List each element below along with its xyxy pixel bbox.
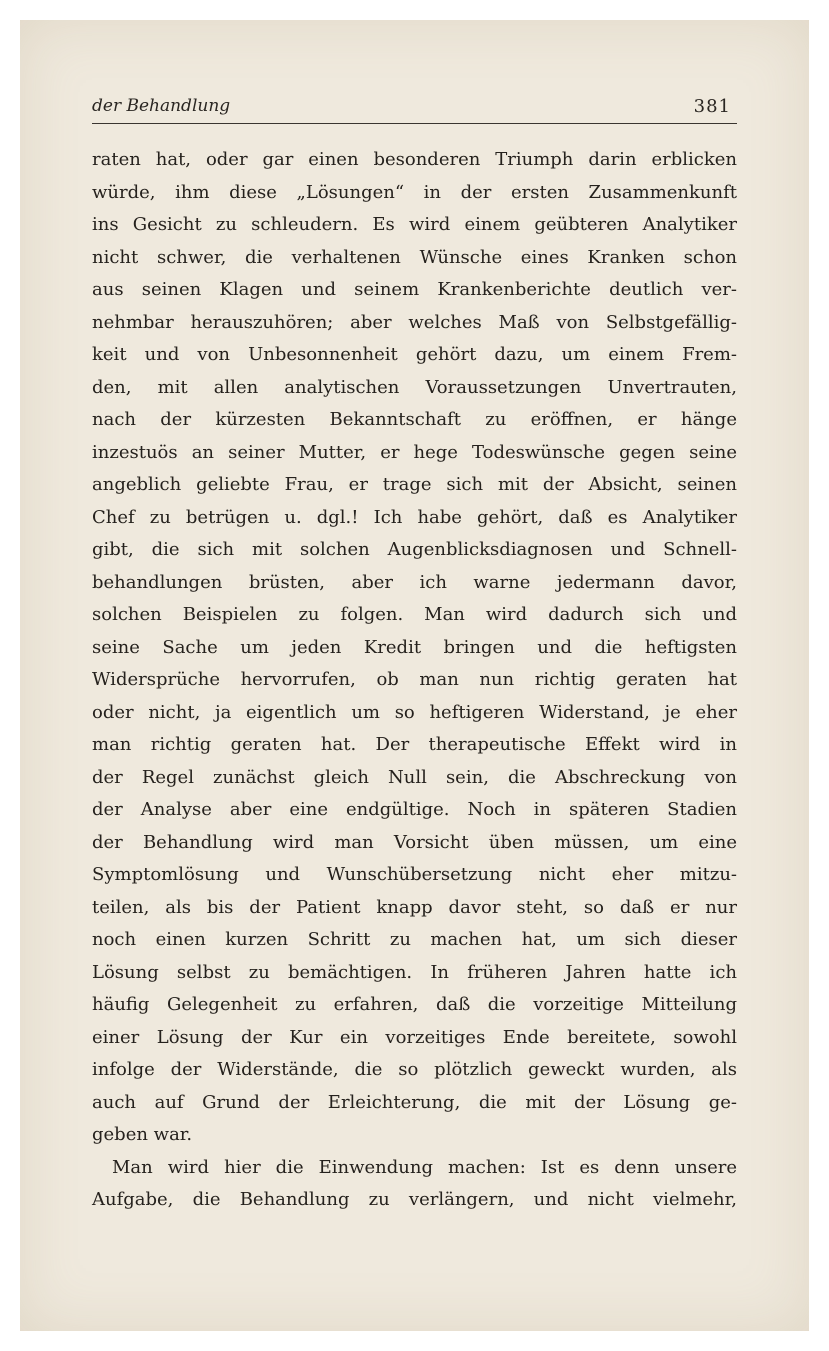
text-line: ins Gesicht zu schleudern. Es wird einem geübteren Analytiker — [92, 214, 737, 235]
page-header — [92, 96, 737, 126]
text-line: keit und von Unbesonnenheit gehört dazu, um einem Frem- — [92, 344, 737, 365]
text-line: seine Sache um jeden Kredit bringen und die heftigsten — [92, 636, 737, 658]
header-rule — [92, 123, 737, 124]
text-line: Aufgabe, die Behandlung zu verlängern, und nicht vielmehr, — [92, 1189, 737, 1210]
text-line: den, mit allen analytischen Voraussetzungen Unvertrauten, — [92, 376, 737, 398]
text-line: gibt, die sich mit solchen Augenblicksdiagnosen und Schnell- — [92, 539, 737, 560]
text-line: der Behandlung wird man Vorsicht üben müssen, um eine — [92, 831, 737, 853]
text-line: nach der kürzesten Bekanntschaft zu eröffnen, er hänge — [92, 409, 737, 430]
text-line: geben war. — [92, 1124, 193, 1145]
text-line: noch einen kurzen Schritt zu machen hat, um sich dieser — [92, 929, 737, 950]
text-line: inzestuös an seiner Mutter, er hege Todeswünsche gegen seine — [92, 441, 737, 463]
text-line: häufig Gelegenheit zu erfahren, daß die vorzeitige Mitteilung — [92, 994, 737, 1015]
text-line: infolge der Widerstände, die so plötzlich geweckt wurden, als — [92, 1059, 737, 1080]
text-line: solchen Beispielen zu folgen. Man wird dadurch sich und — [92, 604, 737, 625]
page-number: 381 — [693, 96, 731, 117]
text-line: oder nicht, ja eigentlich um so heftigeren Widerstand, je eher — [92, 701, 737, 723]
text-line: Widersprüche hervorrufen, ob man nun richtig geraten hat — [92, 669, 737, 690]
text-line: Lösung selbst zu bemächtigen. In früheren Jahren hatte ich — [92, 961, 737, 983]
running-title: der Behandlung — [92, 96, 231, 116]
text-line: raten hat, oder gar einen besonderen Triumph darin erblicken — [92, 149, 737, 170]
text-line: teilen, als bis der Patient knapp davor steht, so daß er nur — [92, 896, 737, 918]
text-line: man richtig geraten hat. Der therapeutische Effekt wird in — [92, 734, 737, 755]
text-line: nicht schwer, die verhaltenen Wünsche eines Kranken schon — [92, 246, 737, 268]
text-line: nehmbar herauszuhören; aber welches Maß von Selbstgefällig- — [92, 311, 737, 333]
text-line: würde, ihm diese „Lösungen“ in der ersten Zusammenkunft — [92, 181, 737, 203]
text-line: der Regel zunächst gleich Null sein, die Abschreckung von — [92, 766, 737, 788]
text-line: aus seinen Klagen und seinem Krankenberichte deutlich ver- — [92, 279, 737, 300]
text-line: angeblich geliebte Frau, er trage sich mit der Absicht, seinen — [92, 474, 737, 495]
text-line: Chef zu betrügen u. dgl.! Ich habe gehört, daß es Analytiker — [92, 506, 737, 528]
body-text — [92, 144, 737, 1217]
text-line: Man wird hier die Einwendung machen: Ist es denn unsere — [112, 1156, 737, 1178]
text-line: der Analyse aber eine endgültige. Noch in späteren Stadien — [92, 799, 737, 820]
text-line: auch auf Grund der Erleichterung, die mit der Lösung ge- — [92, 1091, 737, 1113]
text-line: einer Lösung der Kur ein vorzeitiges Ende bereitete, sowohl — [92, 1026, 737, 1048]
text-line: Symptomlösung und Wunschübersetzung nicht eher mitzu- — [92, 864, 737, 885]
text-line: behandlungen brüsten, aber ich warne jedermann davor, — [92, 571, 737, 593]
